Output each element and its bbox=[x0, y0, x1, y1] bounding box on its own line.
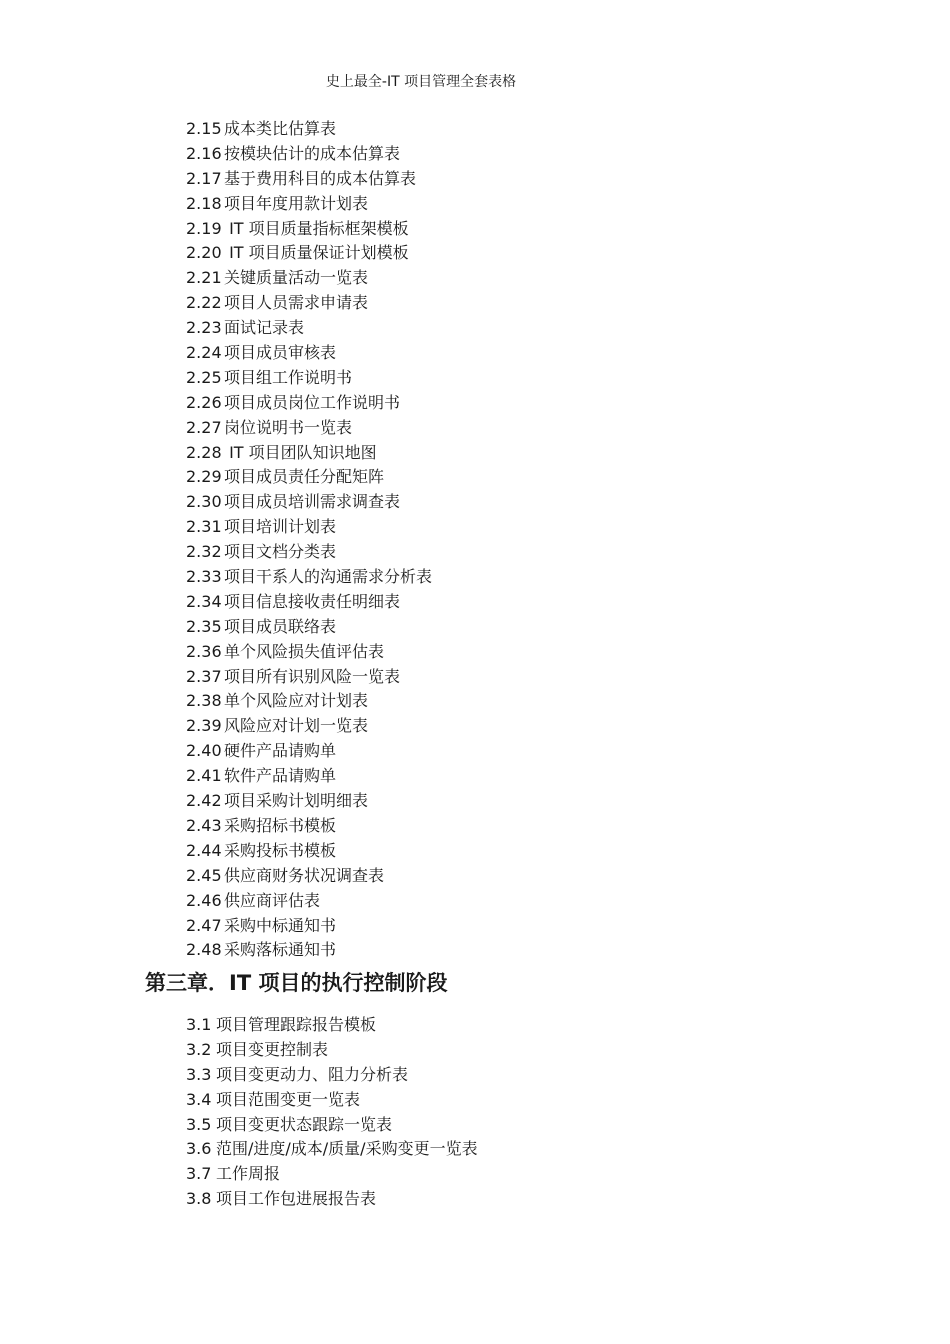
toc-item-number: 2.29 bbox=[186, 467, 222, 487]
toc-item-title: 项目成员审核表 bbox=[224, 343, 337, 363]
toc-item-number: 2.28 bbox=[186, 442, 222, 462]
toc-item-number: 2.21 bbox=[186, 268, 222, 288]
toc-item-title: 项目管理跟踪报告模板 bbox=[216, 1015, 377, 1034]
toc-item-title: 项目成员岗位工作说明书 bbox=[224, 392, 401, 412]
toc-item-3-8[interactable] bbox=[186, 1188, 478, 1213]
toc-item-number: 2.31 bbox=[186, 517, 222, 537]
toc-item-3-2[interactable] bbox=[186, 1039, 478, 1064]
toc-item-2-48[interactable] bbox=[186, 939, 432, 964]
toc-item-title: 面试记录表 bbox=[224, 318, 305, 338]
toc-item-title: IT 项目质量指标框架模板 bbox=[224, 218, 409, 238]
toc-item-title: 范围/进度/成本/质量/采购变更一览表 bbox=[216, 1139, 478, 1159]
toc-item-number: 2.33 bbox=[186, 567, 222, 587]
toc-item-title: 项目工作包进展报告表 bbox=[216, 1189, 377, 1209]
toc-item-title: 单个风险应对计划表 bbox=[224, 691, 369, 711]
toc-item-number: 2.42 bbox=[186, 791, 222, 811]
toc-item-number: 2.34 bbox=[186, 591, 222, 611]
toc-item-number: 2.40 bbox=[186, 741, 222, 761]
toc-item-2-28[interactable] bbox=[186, 442, 432, 467]
toc-item-number: 2.24 bbox=[186, 343, 222, 363]
toc-item-title: 工作周报 bbox=[216, 1164, 281, 1184]
toc-item-title: 采购中标通知书 bbox=[224, 915, 337, 935]
toc-item-number: 3.6 bbox=[186, 1139, 212, 1159]
toc-item-2-35[interactable] bbox=[186, 616, 432, 641]
toc-item-number: 2.38 bbox=[186, 691, 222, 711]
toc-item-number: 2.48 bbox=[186, 940, 222, 960]
toc-item-2-15[interactable] bbox=[186, 118, 432, 143]
toc-item-number: 2.39 bbox=[186, 716, 222, 736]
toc-item-2-23[interactable] bbox=[186, 317, 432, 342]
toc-item-title: 项目变更控制表 bbox=[216, 1039, 329, 1059]
toc-item-3-5[interactable] bbox=[186, 1114, 478, 1139]
toc-item-title: 项目培训计划表 bbox=[224, 517, 337, 537]
toc-item-title: 供应商评估表 bbox=[224, 890, 321, 910]
toc-item-2-30[interactable] bbox=[186, 491, 432, 516]
toc-item-2-19[interactable] bbox=[186, 218, 432, 243]
toc-item-number: 2.15 bbox=[186, 119, 222, 138]
toc-item-number: 2.45 bbox=[186, 865, 222, 885]
toc-item-title: 采购落标通知书 bbox=[224, 940, 337, 960]
toc-item-2-18[interactable] bbox=[186, 193, 432, 218]
toc-item-number: 2.18 bbox=[186, 193, 222, 213]
toc-item-2-45[interactable] bbox=[186, 865, 432, 890]
toc-item-number: 2.26 bbox=[186, 392, 222, 412]
toc-item-2-47[interactable] bbox=[186, 915, 432, 940]
toc-item-number: 2.47 bbox=[186, 915, 222, 935]
toc-item-number: 2.27 bbox=[186, 417, 222, 437]
toc-item-number: 3.8 bbox=[186, 1189, 212, 1209]
toc-item-title: 供应商财务状况调查表 bbox=[224, 865, 385, 885]
toc-item-title: 项目范围变更一览表 bbox=[216, 1089, 361, 1109]
toc-item-title: 项目年度用款计划表 bbox=[224, 193, 369, 213]
toc-item-title: 软件产品请购单 bbox=[224, 766, 337, 786]
toc-item-number: 2.32 bbox=[186, 542, 222, 562]
toc-item-2-42[interactable] bbox=[186, 790, 432, 815]
toc-item-title: 成本类比估算表 bbox=[224, 119, 337, 138]
toc-item-number: 2.22 bbox=[186, 293, 222, 313]
toc-item-2-16[interactable] bbox=[186, 143, 432, 168]
toc-item-2-17[interactable] bbox=[186, 168, 432, 193]
toc-item-2-41[interactable] bbox=[186, 765, 432, 790]
toc-item-2-44[interactable] bbox=[186, 840, 432, 865]
toc-item-title: 关键质量活动一览表 bbox=[224, 268, 369, 288]
toc-item-2-29[interactable] bbox=[186, 466, 432, 491]
toc-item-title: 项目文档分类表 bbox=[224, 542, 337, 562]
toc-item-title: 岗位说明书一览表 bbox=[224, 417, 353, 437]
toc-item-number: 2.25 bbox=[186, 367, 222, 387]
toc-item-title: 项目人员需求申请表 bbox=[224, 293, 369, 313]
toc-item-number: 2.44 bbox=[186, 840, 222, 860]
chapter3-toc-list bbox=[186, 1014, 478, 1213]
toc-item-2-27[interactable] bbox=[186, 417, 432, 442]
toc-item-title: 采购招标书模板 bbox=[224, 815, 337, 835]
toc-item-2-25[interactable] bbox=[186, 367, 432, 392]
chapter2-toc-list bbox=[186, 118, 432, 964]
toc-item-2-38[interactable] bbox=[186, 690, 432, 715]
toc-item-title: 项目成员培训需求调查表 bbox=[224, 492, 401, 512]
toc-item-3-6[interactable] bbox=[186, 1138, 478, 1163]
toc-item-3-7[interactable] bbox=[186, 1163, 478, 1188]
toc-item-title: 项目变更状态跟踪一览表 bbox=[216, 1114, 393, 1134]
toc-item-title: 项目信息接收责任明细表 bbox=[224, 591, 401, 611]
toc-item-number: 2.43 bbox=[186, 815, 222, 835]
toc-item-number: 2.46 bbox=[186, 890, 222, 910]
toc-item-2-26[interactable] bbox=[186, 392, 432, 417]
toc-item-2-32[interactable] bbox=[186, 541, 432, 566]
toc-item-title: 项目成员联络表 bbox=[224, 616, 337, 636]
toc-item-2-46[interactable] bbox=[186, 890, 432, 915]
toc-item-title: IT 项目质量保证计划模板 bbox=[224, 243, 409, 263]
toc-item-2-24[interactable] bbox=[186, 342, 432, 367]
toc-item-title: 项目采购计划明细表 bbox=[224, 791, 369, 811]
toc-item-2-36[interactable] bbox=[186, 641, 432, 666]
toc-item-title: 风险应对计划一览表 bbox=[224, 716, 369, 736]
toc-item-2-31[interactable] bbox=[186, 516, 432, 541]
toc-item-title: 按模块估计的成本估算表 bbox=[224, 143, 401, 163]
toc-item-number: 3.4 bbox=[186, 1089, 212, 1109]
toc-item-2-43[interactable] bbox=[186, 815, 432, 840]
toc-item-title: 项目干系人的沟通需求分析表 bbox=[224, 567, 433, 587]
toc-item-title: IT 项目团队知识地图 bbox=[224, 442, 377, 462]
toc-item-2-20[interactable] bbox=[186, 242, 432, 267]
toc-item-number: 2.41 bbox=[186, 766, 222, 786]
toc-item-3-1[interactable] bbox=[186, 1014, 478, 1039]
toc-item-title: 项目变更动力、阻力分析表 bbox=[216, 1064, 409, 1084]
toc-item-number: 2.30 bbox=[186, 492, 222, 512]
toc-item-2-39[interactable] bbox=[186, 715, 432, 740]
toc-item-number: 2.23 bbox=[186, 318, 222, 338]
toc-item-number: 2.19 bbox=[186, 218, 222, 238]
toc-item-3-3[interactable] bbox=[186, 1064, 478, 1089]
toc-item-number: 3.1 bbox=[186, 1015, 212, 1034]
toc-item-2-33[interactable] bbox=[186, 566, 432, 591]
toc-item-2-21[interactable] bbox=[186, 267, 432, 292]
toc-item-3-4[interactable] bbox=[186, 1089, 478, 1114]
toc-item-number: 2.35 bbox=[186, 616, 222, 636]
toc-item-number: 2.20 bbox=[186, 243, 222, 263]
toc-item-title: 基于费用科目的成本估算表 bbox=[224, 168, 417, 188]
toc-item-number: 2.17 bbox=[186, 168, 222, 188]
toc-item-number: 3.2 bbox=[186, 1039, 212, 1059]
toc-item-title: 项目所有识别风险一览表 bbox=[224, 666, 401, 686]
toc-item-number: 2.16 bbox=[186, 143, 222, 163]
toc-item-number: 2.37 bbox=[186, 666, 222, 686]
toc-item-2-34[interactable] bbox=[186, 591, 432, 616]
toc-item-number: 3.3 bbox=[186, 1064, 212, 1084]
toc-item-title: 采购投标书模板 bbox=[224, 840, 337, 860]
toc-item-2-22[interactable] bbox=[186, 292, 432, 317]
toc-item-number: 3.7 bbox=[186, 1164, 212, 1184]
toc-item-number: 3.5 bbox=[186, 1114, 212, 1134]
toc-item-number: 2.36 bbox=[186, 641, 222, 661]
chapter-3-heading: 第三章．IT 项目的执行控制阶段 bbox=[145, 971, 448, 995]
toc-item-title: 项目组工作说明书 bbox=[224, 367, 353, 387]
toc-item-title: 单个风险损失值评估表 bbox=[224, 641, 385, 661]
toc-item-title: 项目成员责任分配矩阵 bbox=[224, 467, 385, 487]
page-header: 史上最全-IT 项目管理全套表格 bbox=[325, 74, 517, 90]
toc-item-2-37[interactable] bbox=[186, 666, 432, 691]
toc-item-2-40[interactable] bbox=[186, 740, 432, 765]
toc-item-title: 硬件产品请购单 bbox=[224, 741, 337, 761]
